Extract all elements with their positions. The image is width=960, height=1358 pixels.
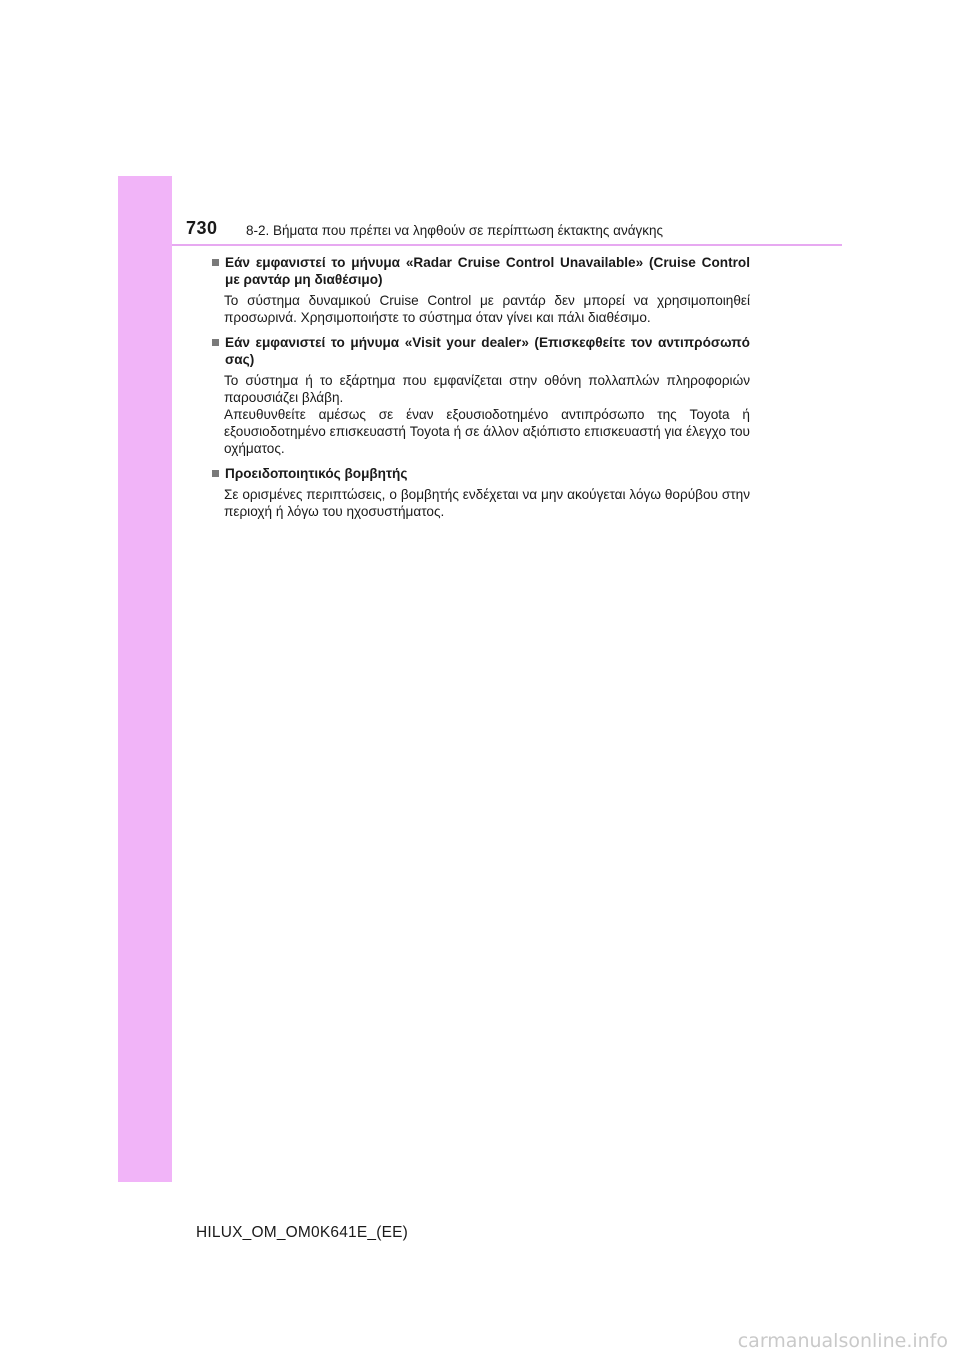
section-body [224,486,750,520]
document-code: HILUX_OM_OM0K641E_(EE) [196,1224,409,1241]
paragraph: Το σύστημα ή το εξάρτημα που εμφανίζεται στην οθόνη πολλαπλών πληροφοριών παρουσιάζει βλάβη. [224,373,750,405]
section-heading-text: Εάν εμφανιστεί το μήνυμα «Visit your dealer» (Επισκεφθείτε τον αντιπρόσωπό σας) [225,335,750,367]
paragraph: Το σύστημα δυναμικού Cruise Control με ραντάρ δεν μπορεί να χρησιμοποιηθεί προσωρινά. Χρησιμοποιήστε το σύστημα όταν γίνει και πάλι διαθέσιμο. [224,293,750,325]
section-heading [208,254,750,288]
chapter-title: 8-2. Βήματα που πρέπει να ληφθούν σε περίπτωση έκτακτης ανάγκης [246,223,664,238]
section-body [224,372,750,457]
square-bullet-icon [212,470,219,477]
square-bullet-icon [212,259,219,266]
paragraph: Σε ορισμένες περιπτώσεις, ο βομβητής ενδέχεται να μην ακούγεται λόγω θορύβου στην περιοχή ή λόγω του ηχοσυστήματος. [224,487,750,519]
page-number: 730 [186,218,218,238]
section-body [224,292,750,326]
section-heading-text: Εάν εμφανιστεί το μήνυμα «Radar Cruise Control Unavailable» (Cruise Control με ραντάρ μη διαθέσιμο) [225,255,750,287]
paragraph: Απευθυνθείτε αμέσως σε έναν εξουσιοδοτημένο αντιπρόσωπο της Toyota ή εξουσιοδοτημένο επισκευαστή Toyota ή σε άλλον αξιόπιστο επισκευαστή για έλεγχο του οχήματος. [224,407,750,456]
section-heading-text: Προειδοποιητικός βομβητής [225,466,408,481]
side-tab-bar [118,176,172,1182]
page-content [208,254,750,528]
watermark: carmanualsonline.info [737,1330,948,1352]
section-heading [208,465,750,482]
square-bullet-icon [212,339,219,346]
section-warning-buzzer [208,465,750,520]
section-visit-dealer [208,334,750,457]
header-divider [172,244,842,246]
section-heading [208,334,750,368]
section-radar-cruise-unavailable [208,254,750,326]
